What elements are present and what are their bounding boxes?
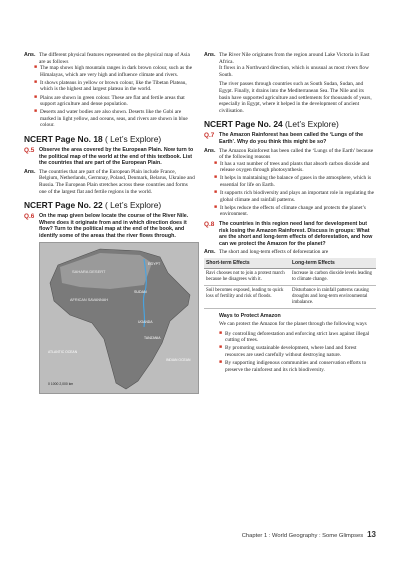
answer-label: Ans. [204, 52, 216, 58]
bullet-icon: ■ [219, 330, 223, 336]
answer-7 [204, 148, 376, 161]
question-8 [204, 221, 376, 247]
map-label-atlantic: ATLANTIC OCEAN [48, 349, 78, 354]
map-label-sudan: SUDAN [134, 289, 147, 294]
question-label: Q.7 [204, 132, 215, 140]
chapter-title: Chapter 1 : World Geography : Some Glimpses [241, 533, 364, 539]
bullet-icon: ■ [214, 190, 218, 196]
bullet-item: ■ By promoting sustainable development, where land and forest resources are used carefully without destroying nature. [219, 345, 357, 358]
bullet-item: ■ It shows plateaus in yellow or brown colour, like the Tibetan Plateau, which is the highest and largest plateau in the world. [34, 79, 187, 93]
question-text: Observe the area covered by the European Plain. Now turn to the political map of the world at the end of this textbook. List the countries that are part of the European Plain. [39, 147, 194, 167]
page-footer [230, 530, 376, 539]
bullet-icon: ■ [214, 160, 218, 166]
map-label-egypt: EGYPT [148, 261, 161, 266]
map-label-uganda: UGANDA [138, 319, 153, 324]
page-number: 13 [367, 530, 376, 539]
answer-text: The different physical features represented on the physical map of Asia are as follows [39, 52, 190, 65]
africa-map-graphic [40, 243, 198, 393]
table-cell: Increase in carbon dioxide levels leading to climate change. [290, 268, 376, 285]
answer-label: Ans. [24, 168, 36, 175]
table-cell: Soil becomes exposed, leading to quick loss of fertility and risk of floods. [204, 285, 290, 308]
bullet-icon: ■ [34, 109, 38, 115]
paragraph: It flows in a Northward direction, which is unusual as most rivers flow South. [219, 65, 369, 78]
map-label-tanzania: TANZANIA [144, 335, 161, 340]
bullet-item: ■ It helps reduce the effects of climate change and protects the planet’s environment. [214, 204, 366, 218]
subheading-protect-amazon: Ways to Protect Amazon [219, 312, 281, 319]
answer-5 [24, 169, 196, 195]
bullet-icon: ■ [34, 79, 38, 85]
bullet-icon: ■ [214, 175, 218, 181]
section-heading-page-24: NCERT Page No. 24 (Let’s Explore) [204, 119, 339, 130]
bullet-icon: ■ [214, 204, 218, 210]
answer-text: The Amazon Rainforest has been called the ‘Lungs of the Earth’ because of the following reasons [219, 147, 374, 161]
top-margin [0, 0, 400, 40]
map-scale: 0 1000 2,000 km [48, 381, 74, 386]
answer-text: The River Nile originates from the region around Lake Victoria in East Africa. [219, 52, 370, 65]
bullet-item: ■ The map shows high mountain ranges in dark brown colour, such as the Himalayas, which are very high and influence climate and rivers. [34, 65, 193, 78]
table-header: Long-term Effects [290, 258, 376, 269]
deforestation-effects-table [204, 258, 376, 309]
bullet-item: ■ It has a vast number of trees and plants that absorb carbon dioxide and release oxygen through photosynthesis. [214, 160, 370, 174]
answer-8 [204, 249, 376, 256]
bullet-item: ■ It helps in maintaining the balance of gases in the atmosphere, which is essential for life on Earth. [214, 175, 372, 188]
bullet-item: ■ By supporting indigenous communities and conservation efforts to preserve the rainforest and its rich biodiversity. [219, 359, 367, 373]
bullet-item: ■ Plains are shown in green colour. These are flat and fertile areas that support agriculture and dense population. [34, 94, 185, 108]
table-header: Short-term Effects [204, 258, 290, 269]
question-text: On the map given below locate the course of the River Nile. Where does it originate from and in which direction does it flow? Turn to the political map at the end of the book, and identify some of the areas that the river flows through. [39, 213, 189, 239]
bullet-item: ■ By controlling deforestation and enforcing strict laws against illegal cutting of trees. [219, 330, 370, 344]
table-row [204, 285, 376, 308]
answer-text: The countries that are part of the European Plain include France, Belgium, Netherlands, Germnay, Poland, Denmark, Belarus, Ukraine and Russia. The European Plain stretches across these countries and forms one of the largest flat and fertile regions in the world. [39, 168, 195, 195]
answer-text: The short and long-term effects of deforestation are [219, 249, 329, 256]
bullet-icon: ■ [219, 359, 223, 365]
question-text: The Amazon Rainforest has been called the ‘Lungs of the Earth’. Why do you think this might be so? [219, 132, 364, 145]
answer-nile [204, 52, 376, 65]
answer-asia [24, 52, 196, 65]
left-column [24, 52, 196, 394]
answer-label: Ans. [204, 147, 216, 154]
question-text: The countries in this region need land for development but risk losing the Amazon Rainforest. Discuss in groups: What are the short and long-term effects of deforestation, and how can we protect the Amazon for the planet? [219, 220, 373, 247]
paragraph: The river passes through countries such as South Sudan, Sudan, and Egypt. Finally, it drains into the Mediterranean Sea. The Nile and its basin have supported agriculture and settlements for thousands of years, especially in Egypt, where it helped in the development of ancient civilisation. [219, 81, 372, 114]
question-label: Q.5 [24, 147, 35, 155]
map-label-savannah: AFRICAN SAVANNAH [70, 297, 109, 302]
bullet-item: ■ It supports rich biodiversity and plays an important role in regulating the global climate and rainfall patterns. [214, 190, 375, 203]
question-7 [204, 132, 376, 145]
bullet-icon: ■ [219, 345, 223, 351]
question-5 [24, 147, 196, 167]
section-heading-page-22: NCERT Page No. 22 ( Let’s Explore) [24, 200, 162, 211]
right-column [204, 52, 376, 375]
paragraph: We can protect the Amazon for the planet through the following ways [219, 320, 367, 327]
table-cell: Ravi chooses not to join a protest march because he disagrees with it. [204, 268, 290, 285]
table-header-row [204, 258, 376, 269]
table-row [204, 268, 376, 285]
map-label-sahara: SAHARA DESERT [72, 268, 106, 274]
question-6 [24, 213, 196, 239]
table-cell: Disturbance in rainfall patterns causing droughts and long-term environmental imbalance. [290, 285, 376, 308]
africa-map [39, 242, 199, 394]
bullet-icon: ■ [34, 65, 38, 71]
question-label: Q.8 [204, 220, 215, 228]
map-label-indian: INDIAN OCEAN [166, 357, 191, 362]
bullet-item: ■ Deserts and water bodies are also shown. Deserts like the Gobi are marked in light yellow, and oceans, seas, and rivers are shown in blue colour. [34, 109, 188, 129]
section-heading-page-18: NCERT Page No. 18 ( Let’s Explore) [24, 134, 162, 145]
answer-label: Ans. [204, 249, 216, 256]
bullet-icon: ■ [34, 94, 38, 100]
answer-label: Ans. [24, 52, 36, 58]
question-label: Q.6 [24, 213, 35, 221]
